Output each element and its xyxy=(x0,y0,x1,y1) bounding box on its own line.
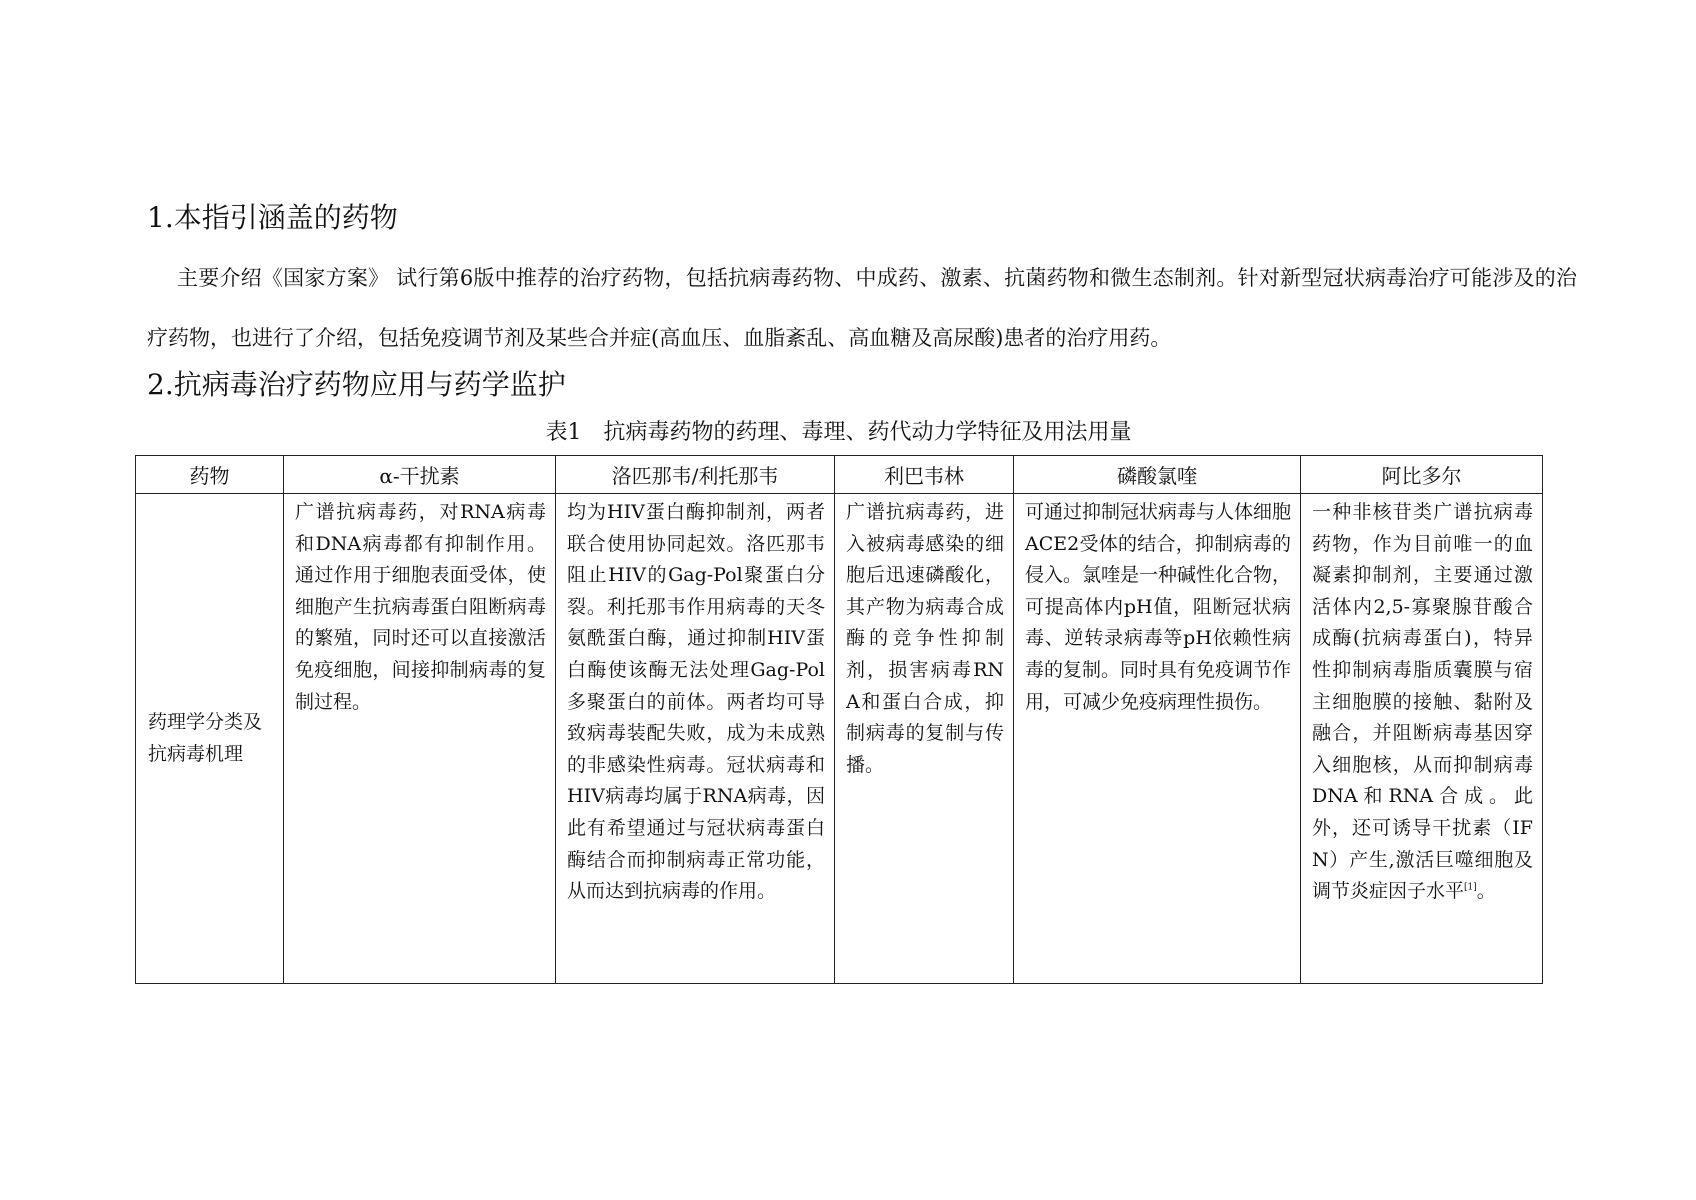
header-arbidol: 阿比多尔 xyxy=(1301,456,1543,494)
header-ribavirin: 利巴韦林 xyxy=(835,456,1014,494)
table-header-row xyxy=(136,456,1543,494)
header-interferon-alpha: α-干扰素 xyxy=(284,456,556,494)
cell-lopinavir-ritonavir: 均为HIV蛋白酶抑制剂，两者联合使用协同起效。洛匹那韦阻止HIV的Gag-Pol聚蛋白分裂。利托那韦作用病毒的天冬氨酰蛋白酶，通过抑制HIV蛋白酶使该酶无法处理Gag-Pol多聚蛋白的前体。两者均可导致病毒装配失败，成为未成熟的非感染性病毒。冠状病毒和HIV病毒均属于RNA病毒，因此有希望通过与冠状病毒蛋白酶结合而抑制病毒正常功能，从而达到抗病毒的作用。 xyxy=(556,494,835,984)
section-2-heading: 2.抗病毒治疗药物应用与药学监护 xyxy=(147,368,566,401)
table-row xyxy=(136,494,1543,984)
cell-arbidol-text: 一种非核苷类广谱抗病毒药物，作为目前唯一的血凝素抑制剂，主要通过激活体内2,5-寡聚腺苷酸合成酶(抗病毒蛋白)，特异性抑制病毒脂质囊膜与宿主细胞膜的接触、黏附及融合，并阻断病毒基因穿入细胞核，从而抑制病毒DNA和RNA合成。此外，还可诱导干扰素（IFN）产生,激活巨噬细胞及调节炎症因子水平 xyxy=(1312,501,1533,903)
header-lopinavir-ritonavir: 洛匹那韦/利托那韦 xyxy=(556,456,835,494)
cell-chloroquine-phosphate: 可通过抑制冠状病毒与人体细胞ACE2受体的结合，抑制病毒的侵入。氯喹是一种碱性化合物，可提高体内pH值，阻断冠状病毒、逆转录病毒等pH依赖性病毒的复制。同时具有免疫调节作用，可减少免疫病理性损伤。 xyxy=(1014,494,1301,984)
section-1-paragraph: 主要介绍《国家方案》 试行第6版中推荐的治疗药物，包括抗病毒药物、中成药、激素、抗菌药物和微生态制剂。针对新型冠状病毒治疗可能涉及的治疗药物，也进行了介绍，包括免疫调节剂及某些合并症(高血压、血脂紊乱、高血糖及高尿酸)患者的治疗用药。 xyxy=(147,266,1577,350)
antiviral-drug-table xyxy=(135,455,1543,984)
cell-ribavirin: 广谱抗病毒药，进入被病毒感染的细胞后迅速磷酸化，其产物为病毒合成酶的竞争性抑制剂，损害病毒RNA和蛋白合成，抑制病毒的复制与传播。 xyxy=(835,494,1014,984)
row-label-pharmacology: 药理学分类及抗病毒机理 xyxy=(136,494,284,984)
cell-interferon-alpha: 广谱抗病毒药，对RNA病毒和DNA病毒都有抑制作用。通过作用于细胞表面受体，使细胞产生抗病毒蛋白阻断病毒的繁殖，同时还可以直接激活免疫细胞，间接抑制病毒的复制过程。 xyxy=(284,494,556,984)
reference-mark: [1] xyxy=(1464,882,1477,893)
header-chloroquine-phosphate: 磷酸氯喹 xyxy=(1014,456,1301,494)
section-1-heading: 1.本指引涵盖的药物 xyxy=(147,201,398,234)
header-drug: 药物 xyxy=(136,456,284,494)
cell-arbidol-end: 。 xyxy=(1476,880,1496,903)
cell-arbidol xyxy=(1301,494,1543,984)
table-caption: 表1 抗病毒药物的药理、毒理、药代动力学特征及用法用量 xyxy=(545,420,1132,445)
